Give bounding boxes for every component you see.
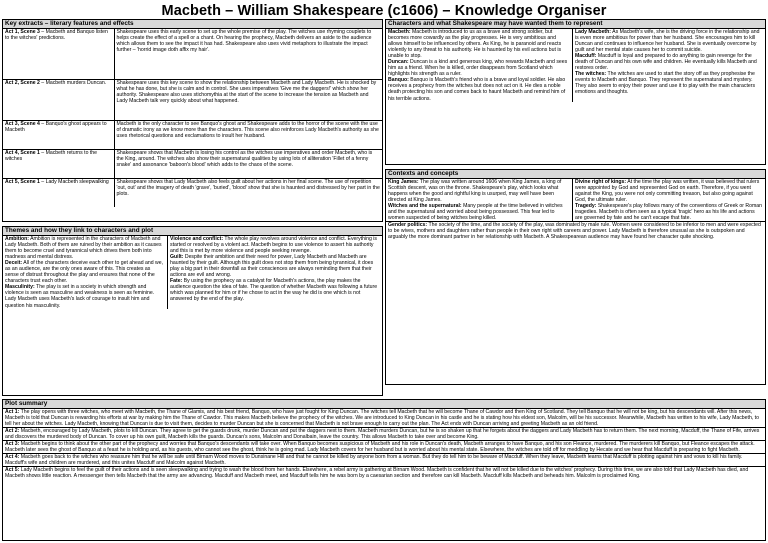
- plot-act-text: The play opens with three witches, who meet with Macbeth, the Thane of Glamis, and his best friend, Banquo, who have just fought for King Duncan. The witches tell Macbeth that he will become Thane of Cawdor and then King of Scotland. They tell Banquo that he will not be king, but his descendants will. After this news, Macbeth is told that Duncan is rewarding his efforts at war by making him the Thane of Cawdor. This makes Macbeth believe the prophecy of the witches. We are introduced to King Duncan in his castle and he is stating how his eldest son, Malcolm, will be his successor. Meanwhile, Macbeth has written to his wife, Lady Macbeth, to tell her about the witches. Lady Macbeth, knowing that Duncan is due to visit them, decides to murder Duncan but she is concerned that Macbeth is not brave enough to carry out the plan. The Act ends with Duncan arriving and greeting Macbeth as an old friend.: [5, 409, 759, 428]
- character-item-text: The witches are used to start the story off as they prophesise the events to Macbeth and Banquo. They represent the supernatural and mystery. They also seem to enjoy their power and use it to play with the main characters emotions and thoughts.: [575, 71, 756, 96]
- context-item: [386, 203, 572, 221]
- character-item-text: As Macbeth's wife, she is the driving force in the relationship and is even more ambitious for power than her husband. She encourages him to kill Duncan and continues to influence her husband. She is eventually overcome by guilt and her mental state causes her to commit suicide.: [575, 29, 760, 54]
- theme-item: [168, 254, 382, 278]
- theme-item: [168, 278, 382, 302]
- key-extract-scene: [3, 29, 114, 79]
- plot-summary-box: [2, 399, 766, 541]
- context-label: Gender politics:: [388, 222, 428, 229]
- character-item-label: Banquo:: [388, 77, 409, 84]
- character-item-label: Lady Macbeth:: [575, 29, 611, 35]
- key-extract-analysis: Macbeth is the only character to see Banquo's ghost and Shakespeare adds to the horror of the scene with the use of dramatic irony as we know more than the characters. This scene also reinforces Lady Macbeth's authority as she uses rhetorical questions and exclamations to insult her husband.: [114, 120, 382, 149]
- key-extracts-table: [3, 29, 382, 207]
- theme-item-label: Masculinity:: [5, 284, 35, 291]
- character-item-label: Macbeth:: [388, 29, 411, 35]
- contexts-heading: Contexts and concepts: [386, 170, 765, 179]
- key-extract-analysis: Shakespeare shows that Macbeth is losing his control as the witches use imperatives and order Macbeth, who is the King, around. The witches also show their supernatural qualities by using lots of alliteration 'Fillet of a fenny snake' and assonance 'baboon's blood' which adds to the chaos of the scene.: [114, 149, 382, 178]
- characters-left-column: [386, 29, 573, 102]
- plot-act: [3, 441, 765, 454]
- context-item: [386, 179, 572, 203]
- character-item-label: Macduff:: [575, 53, 597, 60]
- plot-act-label: Act 1:: [5, 409, 20, 415]
- plot-act-label: Act 3:: [5, 441, 20, 448]
- plot-act-label: Act 2:: [5, 428, 20, 435]
- key-extract-scene: [3, 149, 114, 178]
- context-item: [573, 203, 765, 221]
- key-extract-scene: [3, 120, 114, 149]
- scene-label: Act 2, Scene 2: [5, 79, 40, 86]
- plot-act-label: Act 5:: [5, 467, 20, 474]
- context-item-label: King James:: [388, 179, 419, 185]
- character-item-text: Macduff is loyal and prepared to do anything to gain revenge for the death of Duncan and his own wife and children. He eventually kills Macbeth and restores order.: [575, 53, 757, 72]
- theme-item: [3, 260, 167, 284]
- character-item: [573, 53, 765, 71]
- key-extract-row: [3, 178, 382, 207]
- plot-act-label: Act 4:: [5, 454, 20, 461]
- theme-item: [3, 236, 167, 260]
- plot-act-text: Macbeth goes back to the witches who reassure him that he will be safe until Birnam Wood moves to Dunsinane Hill and that he cannot be killed by anyone born from a woman. But they do tell him to be beware of Macduff. When they leave, Macbeth learns that Macduff is plotting against him and vows to kill his family. Macduff's wife and children are murdered, and this unites Macduff and Malcolm against Macbeth.: [5, 454, 743, 467]
- context-text: The society of the time, and the society of the play, was dominated by male rule. Women were considered to be inferior to men and were expected to be wives, mothers and daughters rather than people in their own right with careers and power. Lady Macbeth is therefore unusual as she is outspoken and arguably the more dominant partner in her relationship with Macbeth. A Shakespearean audience may have found her character quite shocking.: [388, 222, 761, 241]
- plot-act-text: Lady Macbeth begins to feel the guilt of their actions and is seen sleepwalking and trying to wash the blood from her hands. Elsewhere, a rebel army is gathering at Birnam Wood. Macbeth is confident that he will not be killed due to the witches' prophecy. During this time, we are also told that Lady Macbeth has died, and Macbeth shows little reaction. A messenger then tells Macbeth that the army are advancing. Macduff and Macbeth meet, and Macduff tells him he was born by a caesarian section and therefore can kill Macbeth. Macduff kills Macbeth and beheads him. Malcolm is proclaimed King.: [5, 467, 749, 480]
- key-extract-analysis: Shakespeare uses this key scene to show the relationship between Macbeth and Lady Macbeth. He is shocked by what he has done, but she is calm and in control. She uses imperatives 'Give me the daggers!' which show her authority. Shakespeare also uses stichomythia at the start of the scene to increase the tension as Macbeth and Lady Macbeth talk very quickly about what happened.: [114, 79, 382, 120]
- scene-description: – Macbeth murders Duncan.: [39, 79, 107, 86]
- themes-box: [2, 226, 383, 396]
- contexts-left-column: [386, 179, 573, 221]
- context-item-text: The play was written around 1606 when King James, a king of Scottish descent, was on the throne. Shakespeare's play, which looks what happens when the good and rightful king is usurped, may well have been directed at King James.: [388, 179, 562, 204]
- theme-item-text: All of the characters deceive each other to get ahead and we, as an audience, are the only ones aware of this. This creates as sense of distrust throughout the play and ensures that none of the characters trust each other.: [5, 260, 164, 285]
- context-item-text: At the time the play was written, it was believed that rulers were appointed by God and represented God on earth. Therefore, if you went against the King, you were not only committing treason, but also going against God, the ultimate ruler.: [575, 179, 760, 204]
- context-item: [573, 179, 765, 203]
- key-extracts-heading: Key extracts – literary features and effects: [3, 20, 382, 29]
- character-item: [386, 59, 572, 77]
- themes-heading: Themes and how they link to characters and plot: [3, 227, 382, 236]
- theme-item-text: The whole play revolves around violence and conflict. Everything is started or resolved by a violent act. Macbeth begins to use violence to assert his authority and this is met by more violence and people seeking revenge.: [170, 236, 377, 255]
- scene-description: – Lady Macbeth sleepwalking: [39, 178, 109, 185]
- context-item-label: Divine right of kings:: [575, 179, 627, 185]
- scene-description: – Macbeth and Banquo listen to the witches' predictions.: [5, 29, 108, 42]
- key-extract-row: [3, 149, 382, 178]
- context-item-label: Tragedy:: [575, 203, 597, 210]
- theme-item-label: Deceit:: [5, 260, 23, 267]
- theme-item: [3, 284, 167, 308]
- themes-right-column: [168, 236, 382, 309]
- scene-description: – Banquo's ghost appears to Macbeth: [5, 120, 107, 133]
- page-title: Macbeth – William Shakespeare (c1606) – Knowledge Organiser: [161, 3, 607, 19]
- theme-item-text: The play is set in a society in which strength and violence is seen as masculine and weakness is seen as feminine. Lady Macbeth uses Macbeth's lack of courage to insult him and question his masculinity.: [5, 284, 155, 309]
- plot-act: [3, 467, 765, 479]
- key-extract-row: [3, 79, 382, 120]
- key-extract-analysis: Shakespeare shows that Lady Macbeth also feels guilt about her actions in her final scene. The use of repetition 'out, out' and the imagery of death 'grave', 'buried', 'blood' show that she is haunted and distressed by her part in the plots.: [114, 178, 382, 207]
- characters-box: [385, 19, 766, 165]
- characters-heading: Characters and what Shakespeare may have wanted them to represent: [386, 20, 765, 29]
- theme-item-text: Ambition is represented in the characters of Macbeth and Lady Macbeth. Both of them are ruined by their ambition as it causes them to become cruel and tyrannical which drives them both into madness and mental distress.: [5, 236, 162, 261]
- scene-label: Act 3, Scene 4: [5, 120, 40, 127]
- character-item-label: Duncan:: [388, 59, 409, 66]
- theme-item-label: Guilt:: [170, 254, 184, 261]
- key-extract-scene: [3, 178, 114, 207]
- character-item-text: Banquo is Macbeth's friend who is a brave and loyal soldier. He also receives a prophecy from the witches but does not act on it. He dies a noble death protecting his son and comes back to haunt Macbeth and remind him of his terrible actions.: [388, 77, 566, 102]
- contexts-right-column: [573, 179, 765, 221]
- scene-description: – Macbeth returns to the witches: [5, 149, 98, 162]
- theme-item-label: Fate:: [170, 278, 183, 285]
- character-item: [386, 29, 572, 59]
- key-extract-scene: [3, 79, 114, 120]
- context-gender-politics: [386, 221, 765, 240]
- theme-item: [168, 236, 382, 254]
- character-item: [386, 77, 572, 101]
- plot-summary-heading: Plot summary: [3, 400, 765, 409]
- theme-item-label: Violence and conflict:: [170, 236, 224, 242]
- character-item-text: Duncan is a kind and generous king, who rewards Macbeth and sees him as a friend. When he is killed, order disappears from Scotland which highlights his strength as a ruler.: [388, 59, 568, 78]
- key-extracts-box: [2, 19, 383, 222]
- characters-right-column: [573, 29, 765, 102]
- plot-act: [3, 454, 765, 467]
- theme-item-text: Despite their ambition and their need for power, Lady Macbeth and Macbeth are haunted by their guilt. Although this guilt does not stop them from being tyrannical, it does play a big part in their downfall as their consciences are always reminding them that their actions are evil and wrong.: [170, 254, 374, 279]
- scene-label: Act 5, Scene 1: [5, 178, 40, 185]
- plot-act-text: Macbeth begins to think about the other part of the prophecy and worries that Banquo's descendants will take over. When Banquo becomes suspicious of Macbeth and his role in Duncan's death, Macbeth arranges to have Banquo, and his son Fleance, murdered. The murderers kill Banquo, but Fleance escapes the attack. Macbeth later sees the ghost of Banquo at a feast he is holding and, as his guests, who cannot see the ghost, think he is going mad. Lady Macbeth covers for her husband but is worried about his mental state. Elsewhere, the witches are told off for meddling by Hecate and we hear that Macduff is preparing to fight Macbeth.: [5, 441, 755, 454]
- key-extract-row: [3, 120, 382, 149]
- character-item: [573, 71, 765, 95]
- context-item-text: Shakespeare's play follows many of the conventions of Greek or Roman tragedies. Macbeth is often seen as a typical 'tragic' hero as his life and actions are governed by fate and he can't escape that fate.: [575, 203, 763, 222]
- scene-label: Act 1, Scene 3: [5, 29, 40, 35]
- key-extract-row: [3, 29, 382, 79]
- contexts-box: [385, 169, 766, 385]
- character-item-text: Macbeth is introduced to us as a brave and strong soldier, but becomes more cowardly as the play progresses. He is very ambitious and allows himself to be influenced by others. As King, he is paranoid and reacts violently to any threat to his authority. He is haunted by his evil actions but is unable to stop.: [388, 29, 562, 60]
- context-item-label: Witches and the supernatural:: [388, 203, 462, 210]
- key-extract-analysis: Shakespeare uses this early scene to set up the whole premise of the play. The witches use rhyming couplets to helps create the effect of a spell or a chant. On hearing the prophecy, Macbeth delivers an aside to the audience which allows them to see the impact it has had. Shakespeare also uses vivid metaphors to illustrate the impact further – 'horrid image doth affix my hair'.: [114, 29, 382, 79]
- plot-act: [3, 428, 765, 441]
- plot-act: [3, 409, 765, 428]
- context-item-text: Many people at the time believed in witches and the supernatural and worried about being possessed. This fear led to women suspected of being witches being killed.: [388, 203, 563, 222]
- themes-left-column: [3, 236, 168, 309]
- character-item-label: The witches:: [575, 71, 607, 78]
- scene-label: Act 4, Scene 1: [5, 149, 40, 156]
- theme-item-label: Ambition:: [5, 236, 29, 242]
- plot-act-text: Macbeth, encouraged by Lady Macbeth, plots to kill Duncan. They agree to get the guards drunk, murder Duncan and put the daggers next to them. Macbeth murders Duncan, but he is so shaken up that he forgets about the daggers and Lady Macbeth has to return them. The next morning, Macduff, the Thane of Fife, arrives and discovers the murdered body of Duncan. To cover up his own guilt, Macbeth kills the guards. Duncan's sons, Malcolm and Donalbain, leave the country. This allows Macbeth to take over and become King.: [5, 428, 760, 441]
- theme-item-text: By using the prophecy as a catalyst for Macbeth's actions, the play makes the audience question the idea of fate. The question of whether Macbeth was following a future which was planned for him or if he chose to act in the way he did is one which is not answered by the end of the play.: [170, 278, 378, 303]
- character-item: [573, 29, 765, 53]
